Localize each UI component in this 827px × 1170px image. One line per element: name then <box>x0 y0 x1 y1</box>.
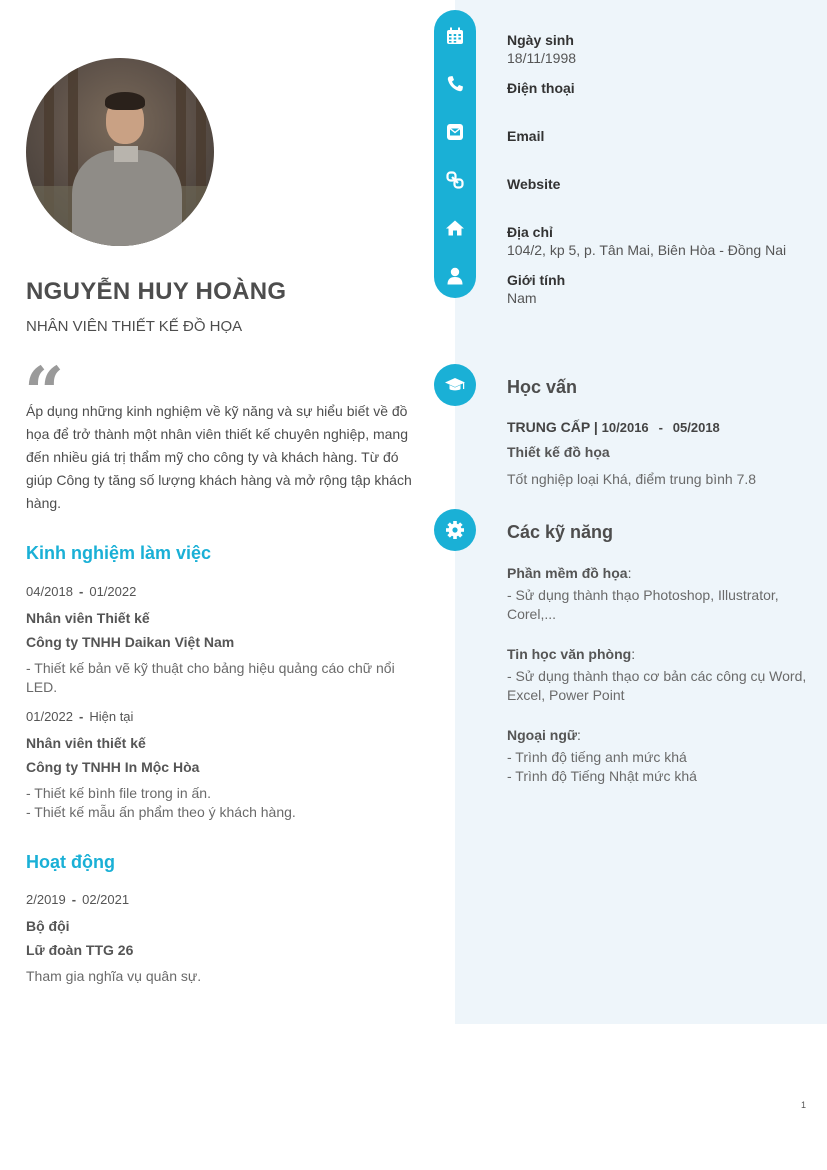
skill-description <box>507 667 807 705</box>
education-major: Thiết kế đồ họa <box>507 444 610 460</box>
avatar <box>26 58 214 246</box>
contact-gender <box>507 271 807 308</box>
description-line: - Thiết kế bình file trong in ấn. <box>26 785 211 801</box>
graduation-cap-icon <box>434 364 476 406</box>
date-from: 10/2016 <box>601 420 649 435</box>
date-to: 05/2018 <box>672 420 720 435</box>
contact-website <box>507 175 807 193</box>
contact-phone <box>507 79 807 97</box>
job-description <box>26 659 421 697</box>
date-separator: - <box>79 709 84 724</box>
quote-icon: “ <box>24 351 65 434</box>
contact-value: Nam <box>507 290 537 306</box>
contact-label: Giới tính <box>507 272 566 288</box>
experience-dates <box>26 584 421 604</box>
description-line: - Thiết kế mẫu ấn phẩm theo ý khách hàng. <box>26 804 296 820</box>
contact-label: Địa chỉ <box>507 224 553 240</box>
career-objective: Áp dụng những kinh nghiệm về kỹ năng và sự hiểu biết về đồ họa để trở thành một nhân viên thiết kế chuyên nghiệp, mang đến nhiều giá trị thẩm mỹ cho công ty và khách hàng. Từ đó giúp Công ty tăng số lượng khách hàng và mở rộng tập khách hàng. <box>26 403 412 511</box>
date-to: 02/2021 <box>82 892 130 907</box>
skill-description <box>507 586 807 624</box>
candidate-name: NGUYỄN HUY HOÀNG <box>26 278 287 305</box>
home-icon <box>434 216 476 240</box>
contact-value: 18/11/1998 <box>507 50 577 66</box>
activity-description <box>26 967 421 986</box>
activity-dates <box>26 892 421 912</box>
contact-label: Email <box>507 128 545 144</box>
contact-label: Điện thoại <box>507 80 575 96</box>
skill-description <box>507 748 807 786</box>
skill-name: Phần mềm đồ họa: <box>507 565 632 581</box>
contact-birthdate <box>507 31 807 68</box>
position-title: Nhân viên thiết kế <box>26 735 146 751</box>
link-icon <box>434 168 476 192</box>
education-item <box>507 419 807 487</box>
description-line: - Trình độ Tiếng Nhật mức khá <box>507 768 697 784</box>
contact-address <box>507 223 807 260</box>
position-title: Nhân viên Thiết kế <box>26 610 150 626</box>
skill-name: Ngoại ngữ: <box>507 727 581 743</box>
experience-dates <box>26 709 421 729</box>
education-heading: Học vấn <box>507 377 578 397</box>
education-level-dates <box>507 419 807 435</box>
experience-heading: Kinh nghiệm làm việc <box>26 543 212 563</box>
activity-item <box>26 892 421 986</box>
skills-heading: Các kỹ năng <box>507 522 614 542</box>
education-divider: | <box>593 419 598 435</box>
contact-label: Website <box>507 176 561 192</box>
date-from: 04/2018 <box>26 584 73 599</box>
company-name: Công ty TNHH In Mộc Hòa <box>26 759 200 775</box>
right-column-background <box>455 0 827 1024</box>
skill-item <box>507 725 807 786</box>
activity-title: Bộ đội <box>26 918 70 934</box>
description-line: - Sử dụng thành thạo Photoshop, Illustrator, Corel,... <box>507 587 779 622</box>
date-to: Hiện tại <box>89 709 134 724</box>
description-line: - Thiết kế bản vẽ kỹ thuật cho bảng hiệu quảng cáo chữ nổi LED. <box>26 660 395 695</box>
date-separator: - <box>79 584 84 599</box>
activities-heading: Hoạt động <box>26 852 115 872</box>
contact-email <box>507 127 807 145</box>
contact-icon-rail <box>434 10 476 298</box>
date-from: 2/2019 <box>26 892 66 907</box>
page-number: 1 <box>801 1100 807 1110</box>
job-title: NHÂN VIÊN THIẾT KẾ ĐỒ HỌA <box>26 318 243 335</box>
date-to: 01/2022 <box>89 584 137 599</box>
skill-name: Tin học văn phòng: <box>507 646 636 662</box>
organization-name: Lữ đoàn TTG 26 <box>26 942 134 958</box>
description-line: - Trình độ tiếng anh mức khá <box>507 749 687 765</box>
description-line: Tham gia nghĩa vụ quân sự. <box>26 968 202 984</box>
user-icon <box>434 264 476 288</box>
job-description <box>26 784 421 822</box>
date-from: 01/2022 <box>26 709 73 724</box>
gear-icon <box>434 509 476 551</box>
description-line: - Sử dụng thành thạo cơ bản các công cụ Word, Excel, Power Point <box>507 668 807 703</box>
education-note: Tốt nghiệp loại Khá, điểm trung bình 7.8 <box>507 471 757 487</box>
date-separator: - <box>71 892 77 907</box>
education-level: TRUNG CẤP <box>507 419 590 435</box>
experience-item <box>26 584 421 697</box>
skill-item <box>507 644 807 705</box>
contact-value: 104/2, kp 5, p. Tân Mai, Biên Hòa - Đồng Nai <box>507 242 787 258</box>
calendar-icon <box>434 24 476 48</box>
phone-icon <box>434 72 476 96</box>
experience-item <box>26 709 421 822</box>
date-separator: - <box>658 420 663 435</box>
contact-label: Ngày sinh <box>507 32 574 48</box>
company-name: Công ty TNHH Daikan Việt Nam <box>26 634 235 650</box>
envelope-icon <box>434 120 476 144</box>
skill-item <box>507 563 807 624</box>
